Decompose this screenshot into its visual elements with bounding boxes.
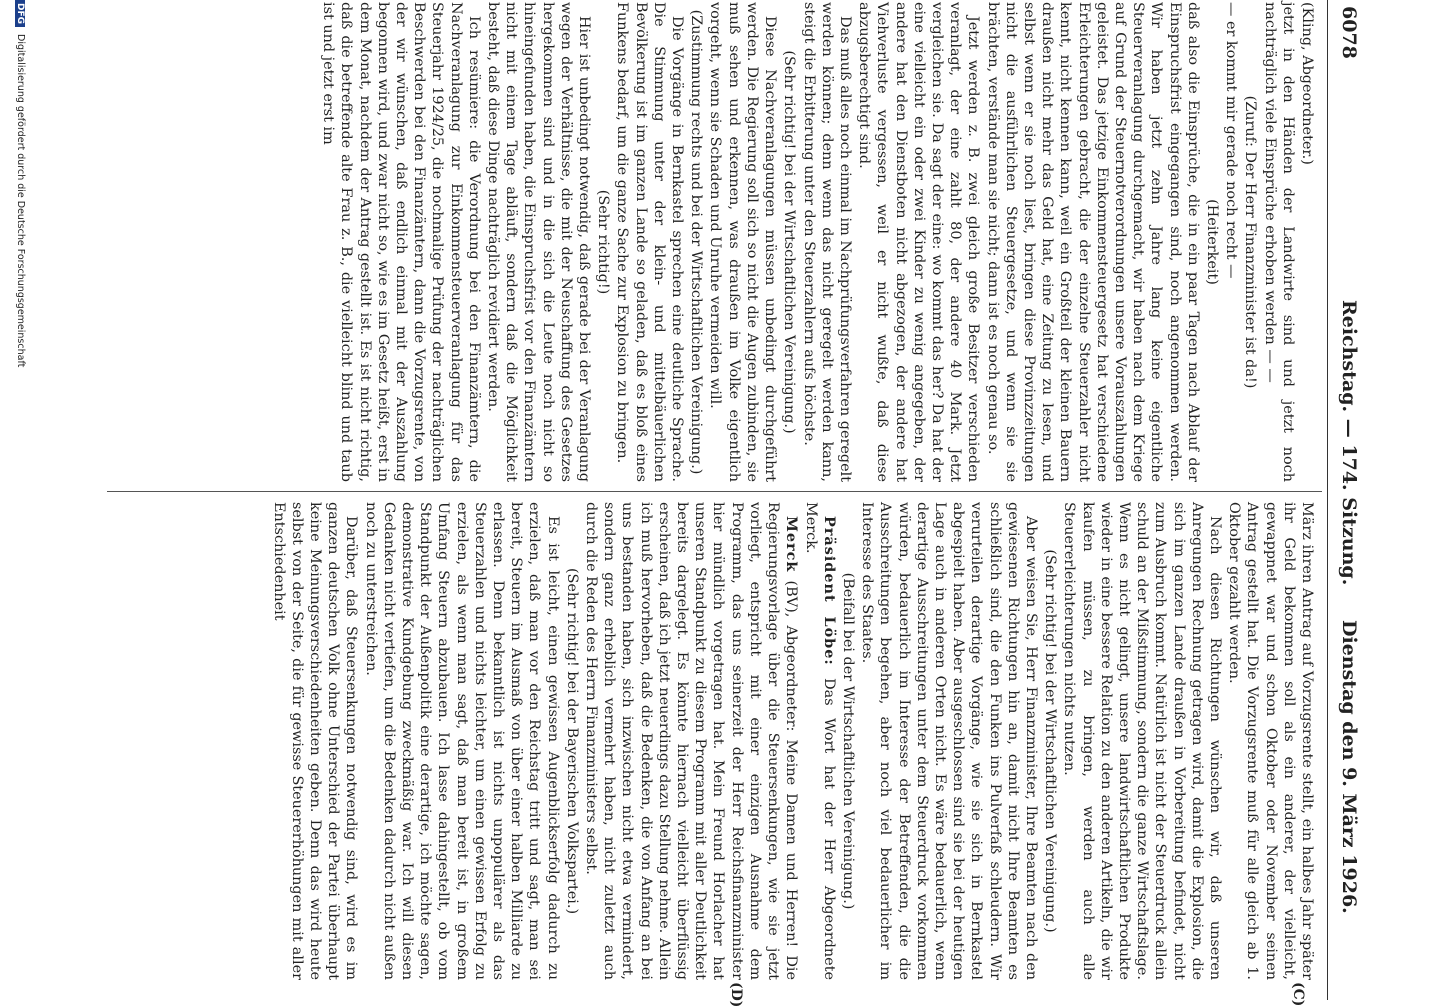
paragraph bbox=[1203, 2, 1221, 482]
paragraph-text: Ich resümiere: die Verordnung bei den Finanzämtern, die Nachveranlagung zur Einkommensteuerveranlagung für das Steuerjahr 1924/25, die nochmalige Prüfung der nachträglichen Beschwerden bei den Finanzämtern, dann die Vorzugsrente, von der wir wünschen, daß endlich einmal mit der Auszahlung begonnen wird, und zwar nicht so, wie es im Gesetz heißt, erst in dem Monat, nachdem der Antrag gestellt ist. Es ist nicht richtig, daß die betreffende alte Frau z. B., die vielleicht blind und taub ist und jetzt erst im bbox=[320, 2, 482, 482]
paragraph bbox=[361, 502, 561, 980]
paragraph bbox=[1060, 502, 1224, 980]
paragraph-text: (Kling, Abgeordneter.) bbox=[1299, 2, 1315, 165]
paragraph bbox=[839, 502, 857, 980]
page-header bbox=[1326, 0, 1366, 1000]
paragraph-text: Jetzt werden z. B. zwei gleich große Besitzer verschieden veranlagt, der eine zahlt 80, der andere 40 Mark. Jetzt vergleichen sie. Da sagt der eine: wo kommt das her? Da hat der eine vielleicht ein oder zwei Kinder zu wenig angegeben, der andere hat den Dienstboten nicht abgezogen, der andere hat Viehverluste vergessen, weil er nicht wußte, daß diese abzugsberechtigt sind. bbox=[856, 2, 982, 482]
paragraph bbox=[1041, 502, 1059, 980]
speaker-name: Präsident Löbe: bbox=[820, 516, 838, 666]
speaker-name: Merck bbox=[783, 516, 801, 573]
paragraph-text: Es ist leicht, einen gewissen Augenblickserfolg dadurch zu erzielen, daß man vor den Reichstag tritt und sagt, man sei bereit, Steuern im Ausmaß von über einer halben Milliarde zu erlassen. Denn bekanntlich ist nichts unpopulärer als das Steuerzahlen und nichts leichter, um einen gewissen Erfolg zu erzielen, als wenn man sagt, daß man bereit ist, in großem Umfang Steuern abzubauen. Ich lasse dahingestellt, ob vom Standpunkt der Außenpolitik eine derartige, ich möchte sagen, demonstrative Kundgebung zweckmäßig war. Ich will diesen Gedanken nicht vertiefen, um die Bedenken dadurch nicht außen noch zu unterstreichen. bbox=[362, 502, 561, 980]
paragraph-text: (Beifall bei der Wirtschaftlichen Vereinigung.) bbox=[839, 572, 856, 910]
session-date: Dienstag den 9. März 1926. bbox=[1338, 620, 1360, 914]
paragraph-text: (Sehr richtig! bei der Bayerischen Volkspartei.) bbox=[563, 567, 580, 915]
paragraph-text: daß also die Einsprüche, die in ein paar Tagen nach Ablauf der Einspruchsfrist eingegangen sind, noch angenommen werden. Wir haben jetzt zehn Jahre lang keine eigentliche Steuerveranlagung durchgemacht, wir haben nach dem Kriege auf Grund der Steuernotverordnungen unsere Vorauszahlungen geleistet. Das jetzige Einkommensteuergesetz hat verschiedene Erleichterungen gebracht, die der einzelne Steuerzahler nicht kennt, nicht kennen kann, weil ein Großteil der kleinen Bauern draußen nicht mehr das Geld hat, eine Zeitung zu lesen, und selbst wenn er sie noch liest, bringen diese Provinzzeitungen nicht die ausführlichen Steuergesetze, und wenn sie sie brächten, verstände man sie nicht; dann ist es noch genau so. bbox=[984, 2, 1201, 482]
paragraph bbox=[484, 2, 593, 482]
paragraph bbox=[269, 502, 360, 980]
session-title: Reichstag. — 174. Sitzung. bbox=[1338, 300, 1360, 586]
paragraph bbox=[687, 2, 705, 482]
paragraph bbox=[855, 2, 982, 482]
paragraph bbox=[594, 2, 612, 482]
paragraph bbox=[801, 502, 837, 980]
paragraph-text: Hier ist unbedingt notwendig, daß gerade bei der Veranlagung wegen der Verhältnisse, die mit der Neuschaffung des Gesetzes hergekommen sind und in die sich die Leute noch nicht so hineingefunden haben, die Einspruchsfrist vor den Finanzämtern nicht mit einem Tage abläuft, sondern daß die Möglichkeit besteht, daß diese Dinge nachträglich revidiert werden. bbox=[485, 2, 593, 482]
paragraph-text: (Zuruf: Der Herr Finanzminister ist da!) bbox=[1242, 95, 1259, 389]
paragraph bbox=[799, 2, 854, 482]
paragraph-text: — er kommt mir gerade noch recht — bbox=[1223, 2, 1240, 279]
paragraph bbox=[1222, 2, 1240, 482]
page-number: 6078 bbox=[1338, 6, 1360, 59]
paragraph-text: (BV), Abgeordneter: Meine Damen und Herren! Die Regierungsvorlage über die Steuersenkungen, wie sie jetzt vorliegt, entspricht mit einer einzigen Ausnahme dem Programm, das uns seinerzeit der Herr Reichsfinanzminister hier mündlich vorgetragen hat. Mein Freund Horlacher hat unseren Standpunkt zu diesem Programm mit aller Deutlichkeit bereits dargelegt. Es könnte hiernach vielleicht überflüssig erscheinen, daß ich jetzt neuerdings dazu Stellung nehme. Allein ich muß hervorheben, daß die Bedenken, die von Anfang an bei uns bestanden haben, sich inzwischen nicht etwa vermindert, sondern ganz erheblich vermehrt haben, nicht zuletzt auch durch die Reden des Herrn Finanzministers selbst. bbox=[583, 502, 800, 980]
paragraph-text: (Sehr richtig!) bbox=[595, 189, 612, 295]
paragraph-text: Nach diesen Richtungen wünschen wir, daß unseren Anregungen Rechnung getragen wird, damit die Explosion, die sich im ganzen Lande draußen in Vorbereitung befindet, nicht zum Ausbruch kommt. Natürlich ist nicht der Steuerdruck allein schuld an der Mißstimmung, sondern die ganze Wirtschaftslage. Wenn es nicht gelingt, unsere landwirtschaftlichen Produkte wieder in eine bessere Relation zu den anderen Artikeln, die wir kaufen müssen, zu bringen, werden auch alle Steuererleichterungen nichts nutzen. bbox=[1061, 502, 1223, 980]
column-separator bbox=[107, 491, 1322, 492]
paragraph-text: (Heiterkeit) bbox=[1203, 199, 1220, 285]
margin-mark-c: (C) bbox=[1290, 982, 1306, 1007]
paragraph-text: Diese Nachveranlagungen müssen unbedingt durchgeführt werden. Die Regierung soll sich so nicht die Augen zubinden, sie muß sehen und erkennen, was draußen im Volke eigentlich vorgeht, wenn sie Schaden und Unruhe vermeiden will. bbox=[707, 2, 779, 482]
paragraph-text: jetzt in den Händen der Landwirte sind und jetzt noch nachträglich viele Einsprüche erhoben werden — — bbox=[1261, 2, 1296, 482]
paragraph bbox=[1260, 2, 1296, 482]
dfg-logo: DFG bbox=[15, 0, 25, 27]
paragraph-text: (Sehr richtig! bei der Wirtschaftlichen Vereinigung.) bbox=[1042, 549, 1059, 933]
paragraph bbox=[1241, 2, 1259, 482]
footer-credit: Digitalisierung gefördert durch die Deutsche Forschungsgemeinschaft bbox=[15, 34, 26, 368]
paragraph bbox=[780, 2, 798, 482]
header-rule bbox=[1327, 0, 1328, 1000]
paragraph bbox=[1298, 2, 1316, 482]
paragraph bbox=[983, 2, 1201, 482]
paragraph-text: Das muß alles noch einmal im Nachprüfungsverfahren geregelt werden können; denn wenn das nicht geregelt werden kann, steigt die Erbitterung unter den Steuerzahlern aufs höchste. bbox=[800, 2, 853, 482]
paragraph-text: Das Wort hat der Herr Abgeordnete Merck. bbox=[802, 502, 837, 981]
paragraph-text: Darüber, daß Steuersenkungen notwendig sind, wird es im ganzen deutschen Volk ohne Unterschied der Partei überhaupt keine Meinungsverschiedenheiten geben. Denn das wird heute selbst von der Seite, die für gewisse Steuererhöhungen mit aller Entschiedenheit bbox=[270, 502, 360, 980]
paragraph bbox=[582, 502, 800, 980]
margin-mark-d: (D) bbox=[728, 982, 744, 1007]
paragraph-text: Die Vorgänge in Bernkastel sprechen eine deutliche Sprache. Die Stimmung unter der klein- und mittelbäuerlichen Bevölkerung ist im ganzen Lande so geladen, daß es bloß eines Funkens bedarf, um die ganze Sache zur Explosion zu bringen. bbox=[614, 2, 686, 482]
left-column bbox=[318, 2, 1316, 482]
paragraph bbox=[563, 502, 581, 980]
paragraph bbox=[706, 2, 779, 482]
paragraph-text: (Sehr richtig! bei der Wirtschaftlichen Vereinigung.) bbox=[781, 50, 798, 434]
page-footer bbox=[15, 0, 26, 1000]
paragraph-text: (Zustimmung rechts und bei der Wirtschaftlichen Vereinigung.) bbox=[688, 9, 705, 475]
paragraph bbox=[858, 502, 1040, 980]
paragraph bbox=[613, 2, 686, 482]
paragraph bbox=[319, 2, 483, 482]
paragraph-text: März ihren Antrag auf Vorzugsrente stellt, ein halbes Jahr später ihr Geld bekommen soll als ein anderer, der vielleicht, gewappnet war und schon Oktober oder November seinen Antrag gestellt hat. Die Vorzugsrente muß für alle gleich ab 1. Oktober gezahlt werden. bbox=[1226, 502, 1315, 980]
right-column bbox=[268, 502, 1316, 980]
paragraph bbox=[1225, 502, 1316, 980]
paragraph-text: Aber weisen Sie, Herr Finanzminister, Ihre Beamten nach den gewiesenen Richtungen hin an, damit nicht Ihre Beamten es schließlich sind, die den Funken ins Pulverfaß schleudern. Wir verurteilen derartige Vorgänge, wie sie sich in Bernkastel abgespielt haben. Aber ausgeschlossen sind sie bei der heutigen Lage auch in anderen Orten nicht. Es wäre bedauerlich, wenn derartige Ausschreitungen unter dem Steuerdruck vorkommen würden, bedauerlich im Interesse der Betreffenden, die die Ausschreitungen begehen, aber noch viel bedauerlicher im Interesse des Staates. bbox=[859, 502, 1039, 980]
